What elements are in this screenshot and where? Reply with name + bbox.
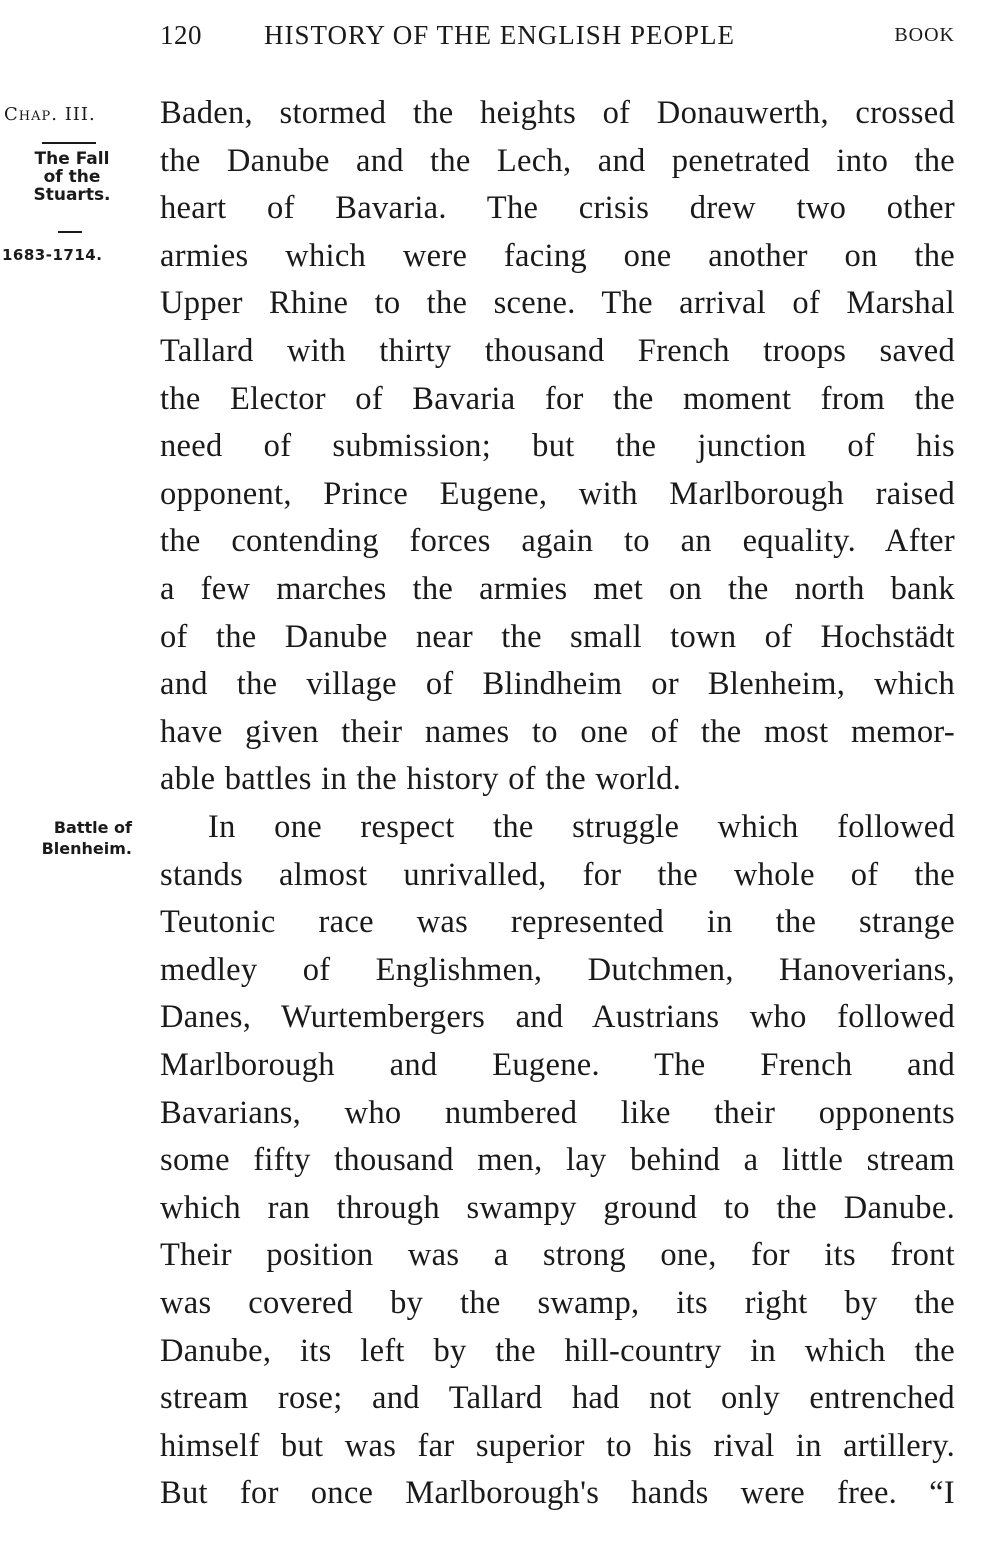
page-number: 120 bbox=[160, 20, 202, 50]
text-line: But for once Marlborough's hands were free. “I bbox=[160, 1475, 955, 1512]
text-line: a few marches the armies met on the north bank bbox=[160, 570, 955, 607]
text-line: stands almost unrivalled, for the whole of the bbox=[160, 856, 955, 893]
margin-rule bbox=[58, 231, 82, 233]
sidenote-line: Battle of bbox=[53, 818, 132, 837]
text-line: which ran through swampy ground to the Danube. bbox=[160, 1189, 955, 1226]
text-line: the Elector of Bavaria for the moment from the bbox=[160, 380, 955, 417]
text-line: of the Danube near the small town of Hochstädt bbox=[160, 618, 955, 655]
section-title-line: Stuarts. bbox=[33, 185, 111, 205]
text-line: himself but was far superior to his rival in artillery. bbox=[160, 1427, 955, 1464]
text-line: heart of Bavaria. The crisis drew two other bbox=[160, 190, 955, 227]
text-line: medley of Englishmen, Dutchmen, Hanoverians, bbox=[160, 951, 955, 988]
text-line: opponent, Prince Eugene, with Marlborough raised bbox=[160, 475, 955, 512]
text-line: Their position was a strong one, for its front bbox=[160, 1237, 955, 1274]
text-line: need of submission; but the junction of his bbox=[160, 428, 955, 465]
text-line: able battles in the history of the world. bbox=[160, 761, 682, 798]
date-range: 1683-1714. bbox=[2, 246, 103, 264]
sidenote-line: Blenheim. bbox=[41, 839, 132, 858]
text-line: Danes, Wurtembergers and Austrians who followed bbox=[160, 999, 955, 1036]
running-title: HISTORY OF THE ENGLISH PEOPLE bbox=[264, 20, 736, 50]
text-line: Teutonic race was represented in the strange bbox=[160, 904, 955, 941]
text-line: Baden, stormed the heights of Donauwerth, crossed bbox=[160, 95, 955, 131]
text-line: Bavarians, who numbered like their opponents bbox=[160, 1094, 955, 1131]
text-line: Tallard with thirty thousand French troops saved bbox=[160, 332, 955, 369]
section-title-line: of the bbox=[43, 167, 101, 187]
body-paragraph bbox=[160, 804, 955, 1518]
text-line: Upper Rhine to the scene. The arrival of Marshal bbox=[160, 285, 955, 322]
book-label: BOOK bbox=[894, 24, 955, 46]
text-line: the contending forces again to an equality. After bbox=[160, 523, 955, 560]
body-paragraph bbox=[160, 90, 955, 804]
section-title-line: The Fall bbox=[34, 149, 110, 169]
text-line: the Danube and the Lech, and penetrated into the bbox=[160, 142, 955, 179]
text-line: have given their names to one of the most memor- bbox=[160, 713, 955, 750]
text-line: some fifty thousand men, lay behind a little stream bbox=[160, 1142, 955, 1179]
text-line: Marlborough and Eugene. The French and bbox=[160, 1046, 955, 1083]
margin-rule bbox=[42, 142, 96, 144]
text-line: armies which were facing one another on the bbox=[160, 237, 955, 274]
text-line: was covered by the swamp, its right by the bbox=[160, 1284, 955, 1321]
running-header bbox=[160, 20, 955, 56]
text-line: stream rose; and Tallard had not only entrenched bbox=[160, 1380, 955, 1417]
text-line: and the village of Blindheim or Blenheim, which bbox=[160, 666, 955, 703]
chapter-label: Chap. III. bbox=[4, 104, 96, 125]
section-title bbox=[14, 150, 130, 204]
text-line: Danube, its left by the hill-country in which the bbox=[160, 1332, 955, 1369]
text-line: In one respect the struggle which followed bbox=[208, 809, 955, 845]
sidenote-battle-of-blenheim bbox=[12, 817, 132, 859]
